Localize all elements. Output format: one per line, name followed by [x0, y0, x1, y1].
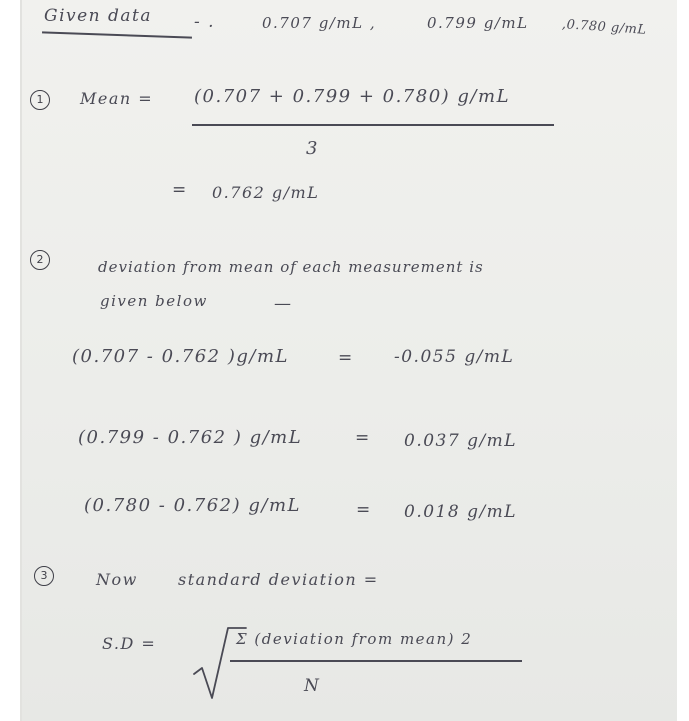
mean-denominator: 3 — [306, 138, 319, 159]
deviation-row-2-equals: = — [355, 428, 371, 448]
deviation-row-1-equals: = — [338, 348, 354, 368]
deviation-row-2-expr: (0.799 - 0.762 ) g/mL — [78, 427, 303, 448]
deviation-text-line-2: given below — [100, 292, 208, 310]
deviation-row-1-expr: (0.707 - 0.762 )g/mL — [72, 346, 289, 367]
deviation-row-3-expr: (0.780 - 0.762) g/mL — [84, 495, 301, 516]
given-dashes: - . — [194, 12, 216, 32]
mean-numerator: (0.707 + 0.799 + 0.780) g/mL — [194, 86, 511, 107]
step-3-marker: 3 — [34, 566, 54, 586]
now-label: Now — [96, 570, 138, 589]
mean-label: Mean = — [80, 89, 154, 108]
deviation-row-2-value: 0.037 g/mL — [404, 431, 518, 451]
deviation-row-3-equals: = — [356, 500, 372, 520]
mean-fraction-bar — [192, 124, 554, 126]
step-1-marker: 1 — [30, 90, 50, 110]
notebook-page — [22, 0, 677, 721]
given-value-1: 0.707 g/mL , — [262, 14, 377, 32]
deviation-row-3-value: 0.018 g/mL — [404, 502, 518, 522]
given-value-3: ,0.780 g/mL — [561, 17, 647, 38]
step-2-marker: 2 — [30, 250, 50, 270]
standard-deviation-label: standard deviation = — [178, 570, 379, 589]
mean-result: 0.762 g/mL — [212, 183, 320, 202]
mean-equals: = — [172, 180, 188, 200]
sd-denominator: N — [304, 676, 321, 696]
given-value-2: 0.799 g/mL — [427, 14, 529, 32]
given-data-underline — [42, 31, 192, 38]
deviation-dash: — — [274, 294, 293, 314]
deviation-row-1-value: -0.055 g/mL — [394, 347, 515, 367]
deviation-text-line-1: deviation from mean of each measurement is — [98, 258, 484, 276]
sd-fraction-bar — [230, 660, 522, 662]
given-data-label: Given data — [44, 6, 153, 26]
sd-numerator: Σ (deviation from mean) 2 — [236, 630, 473, 648]
sd-label: S.D = — [102, 634, 157, 653]
